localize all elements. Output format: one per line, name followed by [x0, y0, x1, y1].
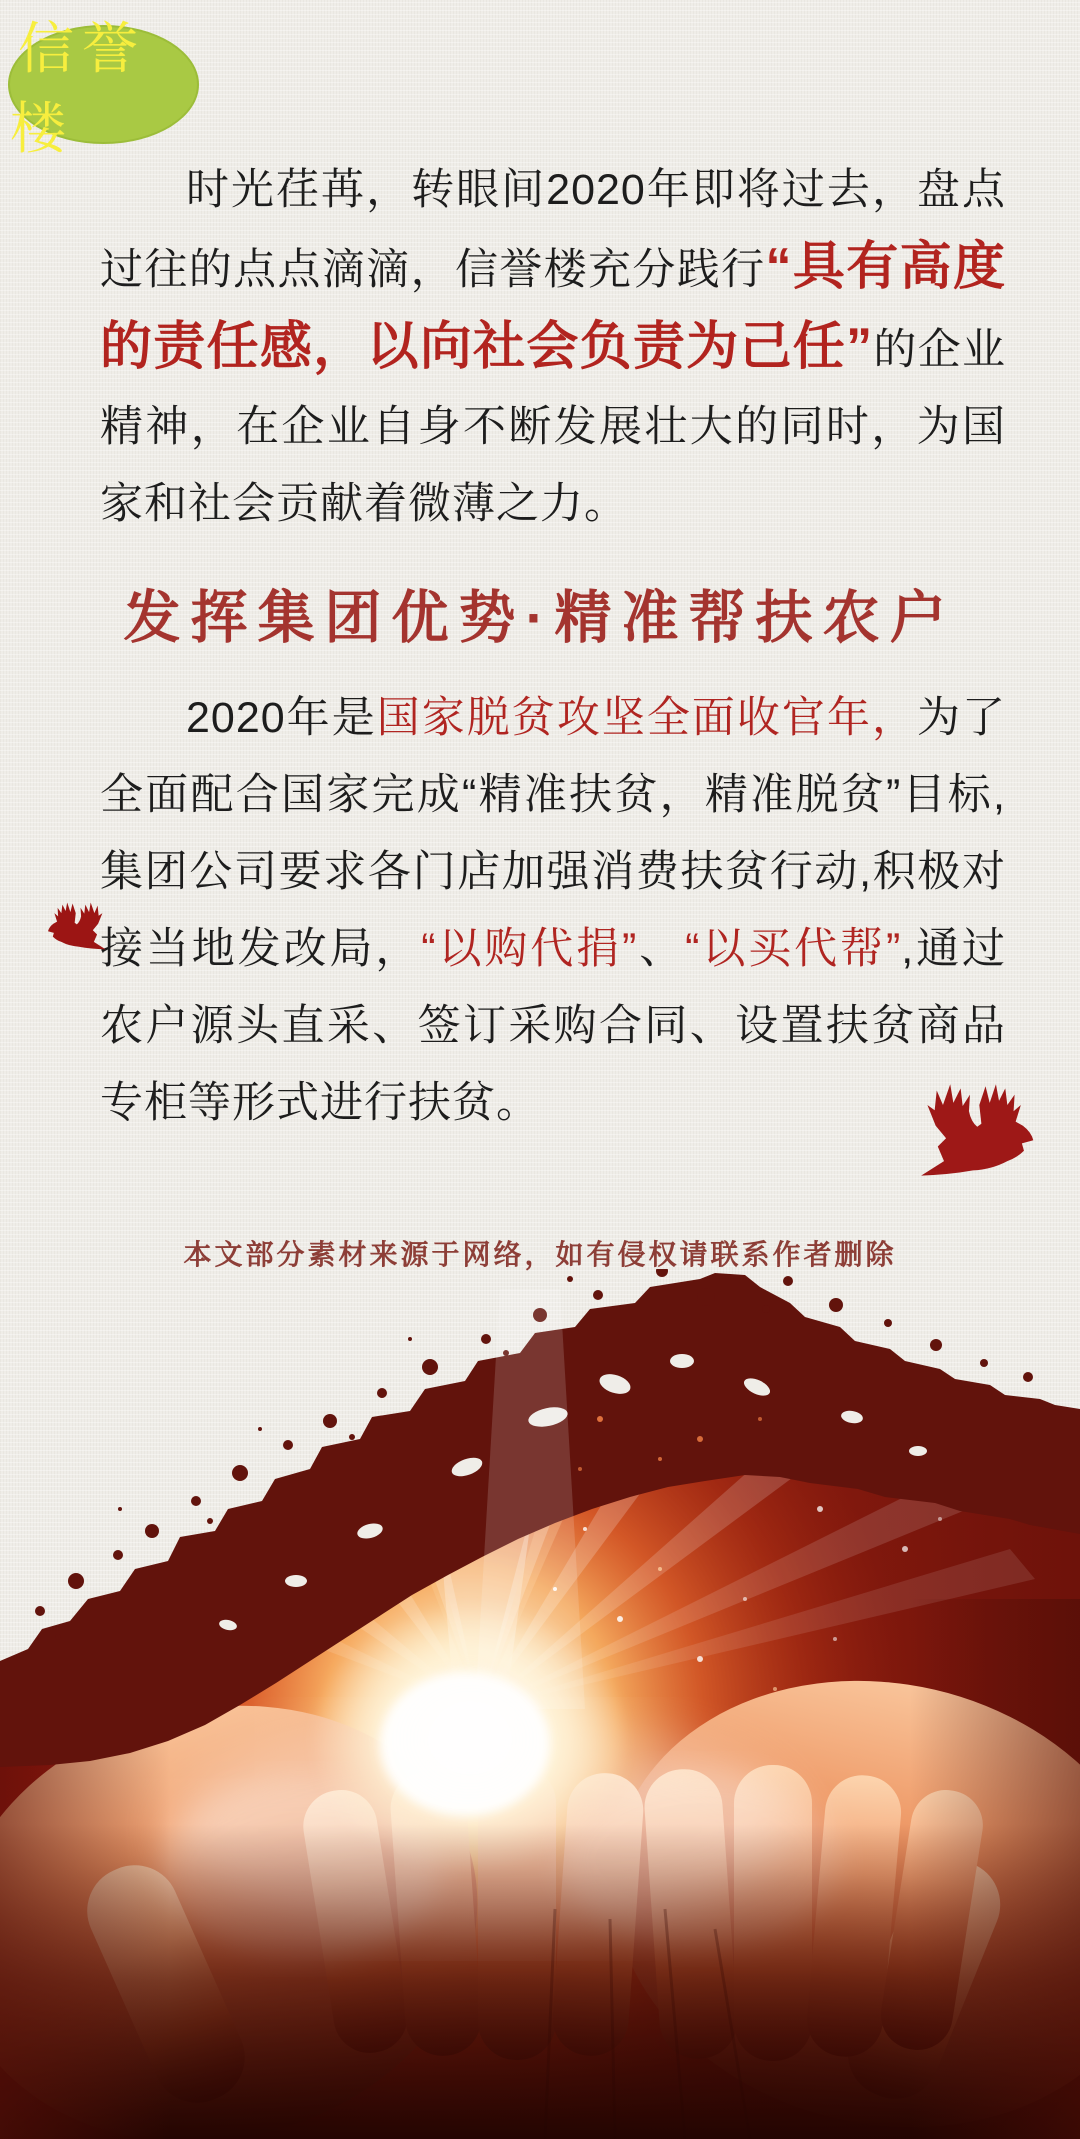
body-red-1: 国家脱贫攻坚全面收官年， [376, 694, 917, 742]
body-red-3: “以买代帮” [685, 925, 902, 973]
disclaimer-text: 本文部分素材来源于网络，如有侵权请联系作者删除 [183, 1239, 897, 1270]
intro-paragraph [100, 152, 1006, 543]
hero-image [0, 1269, 1080, 2139]
section-heading: 发挥集团优势·精准帮扶农户 [123, 586, 957, 650]
body-paragraph [100, 680, 1006, 1142]
body-text-2: 为了全面配合国家完成“精准扶贫，精准脱贫”目标,集团公司要求各门店加强消费扶贫行动,积极对接当地发改局， [100, 694, 1007, 973]
intro-text-1: 时光荏苒，转眼间2020年即将过去，盘点过往的点点滴滴，信誉楼充分践行 [100, 166, 1006, 294]
intro-red-quote: “具有高度的责任感，以向社会负责为己任” [100, 238, 1006, 376]
body-text-3: 、 [637, 925, 686, 973]
intro-text-2: 的企业精神，在企业自身不断发展壮大的同时，为国家和社会贡献着微薄之力。 [100, 326, 1006, 528]
dove-icon [48, 898, 112, 956]
body-text-1: 2020年是 [186, 694, 377, 742]
brand-logo [8, 16, 199, 162]
brand-logo-text: 信誉楼 [10, 16, 146, 162]
dove-icon [908, 1078, 1034, 1186]
body-red-2: “以购代捐” [421, 925, 638, 973]
body-text-4: ,通过农户源头直采、签订采购合同、设置扶贫商品专柜等形式进行扶贫。 [100, 925, 1007, 1127]
